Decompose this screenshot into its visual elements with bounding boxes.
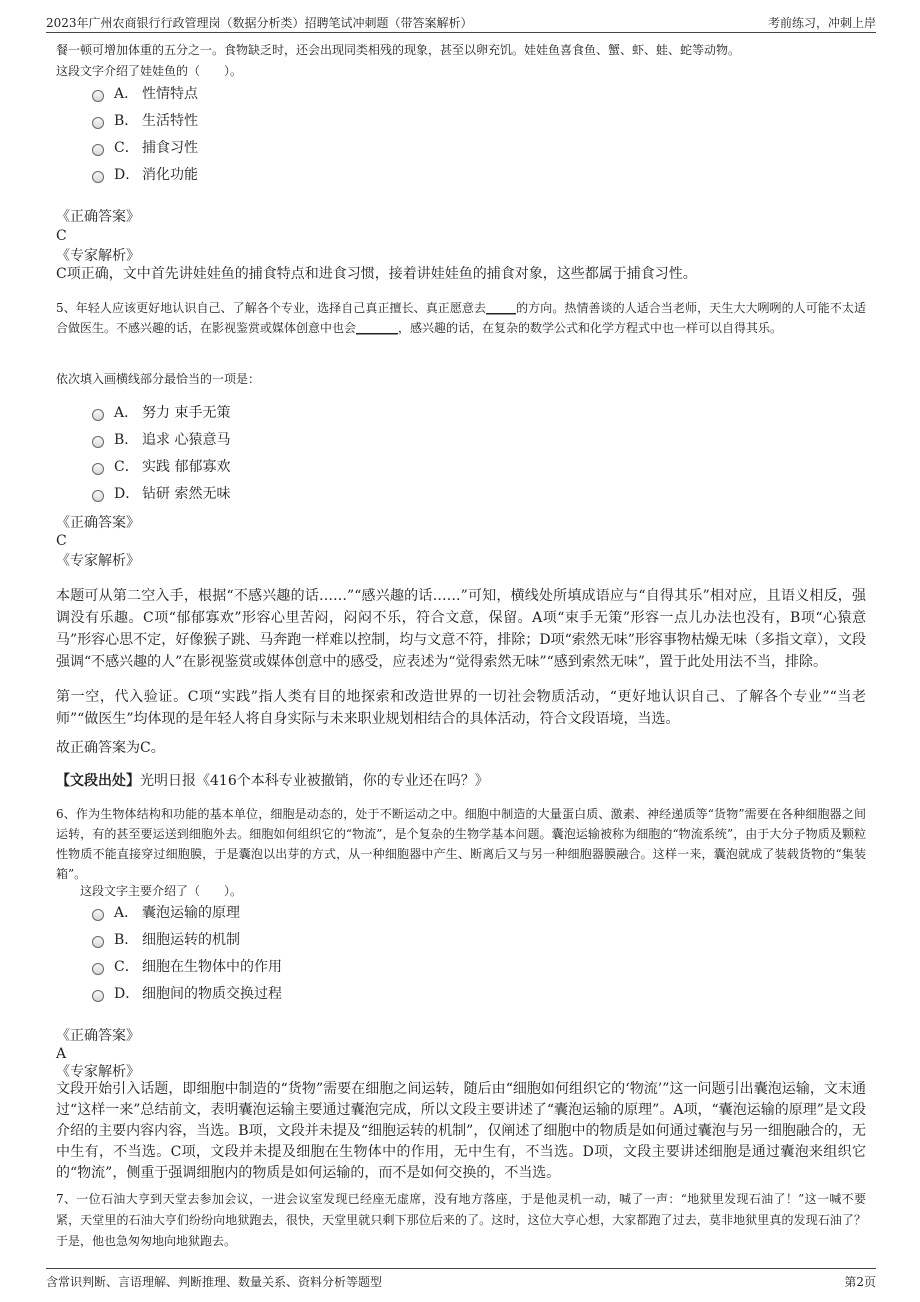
page-header [46,10,876,33]
q4-answer-label: 《正确答案》 [56,209,140,225]
page-footer [46,1268,876,1291]
radio-icon[interactable] [92,909,104,921]
q5-passage: 5、年轻人应该更好地认识自己、了解各个专业，选择自己真正擅长、真正愿意去_____的方向。热情善谈的人适合当老师，天生大大咧咧的人可能不太适合做医生。不感兴趣的话，在影视鉴赏或媒体创意中也会_______，感兴趣的话，在复杂的数学公式和化学方程式中也一样可以自得其乐。 [56,301,866,335]
q5-conclusion: 故正确答案为C。 [56,740,165,756]
radio-icon[interactable] [92,90,104,102]
q5-answer: C [56,533,67,549]
option-text: 努力 束手无策 [142,405,231,421]
option-text: 性情特点 [142,86,198,102]
q5-stem: 依次填入画横线部分最恰当的一项是： [56,372,261,386]
blank-1: _____ [486,301,517,315]
option-text: 追求 心猿意马 [142,432,231,448]
q4-stem: 这段文字介绍了娃娃鱼的（ ）。 [56,64,243,78]
q5-answer-label: 《正确答案》 [56,515,140,531]
q5-analysis-paragraph-1: 本题可从第二空入手，根据“不感兴趣的话……”“感兴趣的话……”可知，横线处所填成语应与“自得其乐”相对应，且语义相反，强调没有乐趣。C项“郁郁寡欢”形容心里苦闷，闷闷不乐，符合文意，保留。A项“束手无策”形容一点儿办法也没有，B项“心猿意马”形容心思不定，好像猴子跳、马奔跑一样难以控制，均与文意不符，排除；D项“索然无味”形容事物枯燥无味（多指文章），文段强调“不感兴趣的人”在影视鉴赏或媒体创意中的感受，应表述为“觉得索然无味”“感到索然无味”，置于此处用法不当，排除。 [56,588,866,670]
q4-analysis: C项正确，文中首先讲娃娃鱼的捕食特点和进食习惯，接着讲娃娃鱼的捕食对象，这些都属于捕食习性。 [56,266,697,282]
q6-option-d[interactable]: D． 细胞间的物质交换过程 [92,984,282,1004]
radio-icon[interactable] [92,144,104,156]
option-text: 钻研 索然无味 [142,486,231,502]
q6-answer: A [56,1046,67,1062]
radio-icon[interactable] [92,171,104,183]
option-text: 实践 郁郁寡欢 [142,459,231,475]
option-text: 消化功能 [142,167,198,183]
q5-option-d[interactable]: D． 钻研 索然无味 [92,484,230,504]
q5-option-b[interactable]: B． 追求 心猿意马 [92,430,230,450]
radio-icon[interactable] [92,990,104,1002]
q6-option-b[interactable]: B． 细胞运转的机制 [92,930,240,950]
q5-option-c[interactable]: C． 实践 郁郁寡欢 [92,457,230,477]
option-text: 细胞在生物体中的作用 [142,959,282,975]
q5-analysis-paragraph-2: 第一空，代入验证。C项“实践”指人类有目的地探索和改造世界的一切社会物质活动，“更好地认识自己、了解各个专业”“当老师”“做医生”均体现的是年轻人将自身实际与未来职业规划相结合的具体活动，符合文段语境，当选。 [56,689,866,727]
radio-icon[interactable] [92,436,104,448]
radio-icon[interactable] [92,963,104,975]
radio-icon[interactable] [92,936,104,948]
option-text: 囊泡运输的原理 [142,905,240,921]
q6-option-a[interactable]: A． 囊泡运输的原理 [92,903,240,923]
q5-option-a[interactable]: A． 努力 束手无策 [92,403,230,423]
option-text: 捕食习性 [142,140,198,156]
q4-option-c[interactable]: C． 捕食习性 [92,138,198,158]
q6-analysis: 文段开始引入话题，即细胞中制造的“货物”需要在细胞之间运转，随后由“细胞如何组织它的‘物流’”这一问题引出囊泡运输，文末通过“这样一来”总结前文，表明囊泡运输主要通过囊泡完成，所以文段主要讲述了“囊泡运输的原理”。A项，“囊泡运输的原理”是文段介绍的主要内容内容，当选。B项，文段并未提及“细胞运转的机制”，仅阐述了细胞中的物质是如何通过囊泡与另一细胞融合的，无中生有，不当选。C项，文段并未提及细胞在生物体中的作用，无中生有，不当选。D项，文段主要讲述细胞是通过囊泡来组织它的“物流”，侧重于强调细胞内的物质是如何运输的，而不是如何交换的，不当选。 [56,1081,866,1181]
header-slogan: 考前练习，冲刺上岸 [767,16,876,30]
q6-passage: 6、作为生物体结构和功能的基本单位，细胞是动态的，处于不断运动之中。细胞中制造的大量蛋白质、激素、神经递质等“货物”需要在各种细胞器之间运转，有的甚至要运送到细胞外去。细胞如何组织它的“物流”，是个复杂的生物学基本问题。囊泡运输被称为细胞的“物流系统”，由于大分子物质及颗粒性物质不能直接穿过细胞膜，于是囊泡以出芽的方式，从一种细胞器中产生、断离后又与另一种细胞器膜融合。这样一来，囊泡就成了装载货物的“集装箱”。 [56,807,866,881]
q4-option-b[interactable]: B． 生活特性 [92,111,198,131]
q5-source: 【文段出处】光明日报《416个本科专业被撤销，你的专业还在吗？》 [56,773,489,789]
q4-option-d[interactable]: D． 消化功能 [92,165,198,185]
q6-stem: 这段文字主要介绍了（ ）。 [80,884,243,898]
radio-icon[interactable] [92,409,104,421]
footer-topics: 含常识判断、言语理解、判断推理、数量关系、资料分析等题型 [46,1275,383,1289]
q5-analysis-label: 《专家解析》 [56,553,140,569]
q7-passage: 7、一位石油大亨到天堂去参加会议，一进会议室发现已经座无虚席，没有地方落座，于是他灵机一动，喊了一声：“地狱里发现石油了！”这一喊不要紧，天堂里的石油大亨们纷纷向地狱跑去，很快，天堂里就只剩下那位后来的了。这时，这位大亨心想，大家都跑了过去，莫非地狱里真的发现石油了？于是，他也急匆匆地向地狱跑去。 [56,1192,866,1248]
q4-option-a[interactable]: A． 性情特点 [92,84,198,104]
radio-icon[interactable] [92,463,104,475]
radio-icon[interactable] [92,117,104,129]
document-title: 2023年广州农商银行行政管理岗（数据分析类）招聘笔试冲刺题（带答案解析） [46,16,473,30]
option-text: 细胞运转的机制 [142,932,240,948]
q4-passage-end: 餐一顿可增加体重的五分之一。食物缺乏时，还会出现同类相残的现象，甚至以卵充饥。娃娃鱼喜食鱼、蟹、虾、蛙、蛇等动物。 [56,43,741,57]
q6-analysis-label: 《专家解析》 [56,1064,140,1080]
q4-analysis-label: 《专家解析》 [56,248,140,264]
q6-answer-label: 《正确答案》 [56,1028,140,1044]
blank-2: _______ [356,321,399,335]
option-text: 生活特性 [142,113,198,129]
q4-answer: C [56,228,67,244]
q6-option-c[interactable]: C． 细胞在生物体中的作用 [92,957,282,977]
option-text: 细胞间的物质交换过程 [142,986,282,1002]
page-number: 第2页 [844,1275,876,1289]
radio-icon[interactable] [92,490,104,502]
